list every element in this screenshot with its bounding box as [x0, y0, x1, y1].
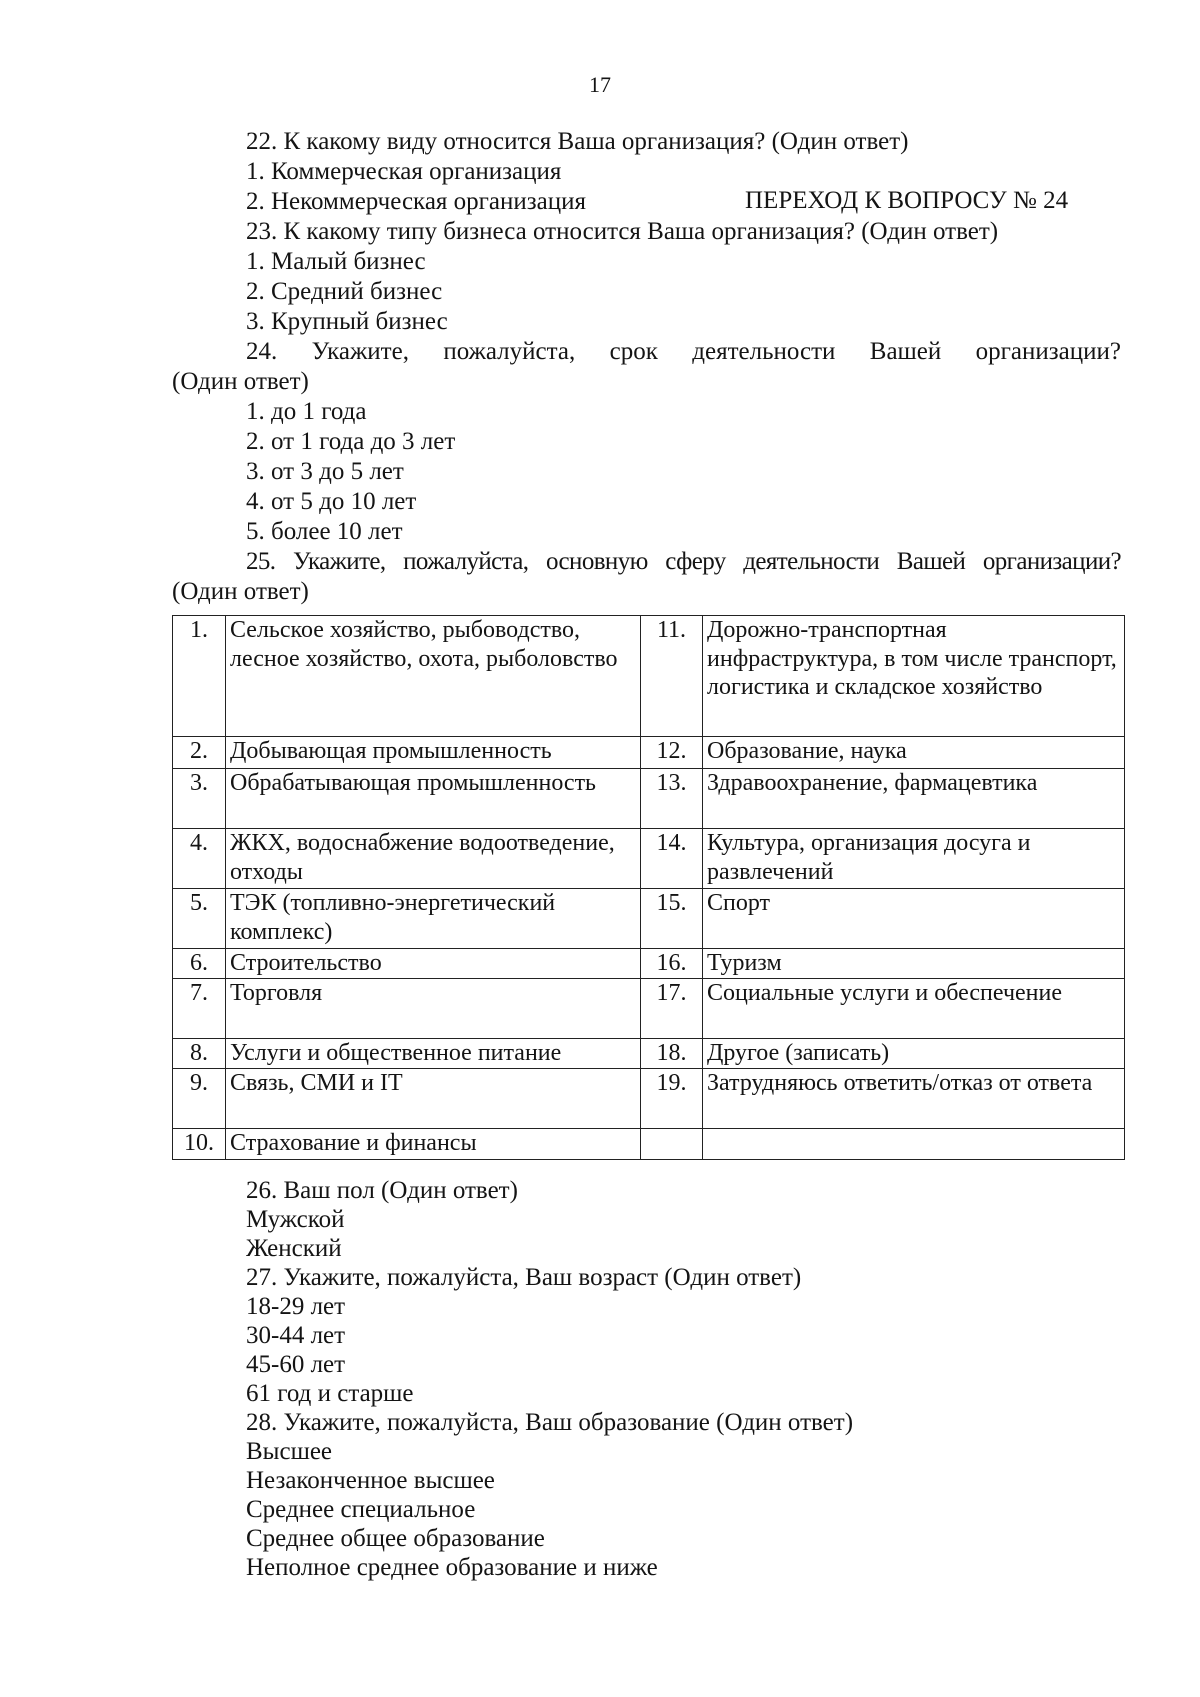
q25-question: 25. Укажите, пожалуйста, основную сферу деятельности Вашей организации? — [246, 548, 1121, 575]
sphere-number: 7. — [173, 979, 226, 1039]
sphere-number: 4. — [173, 829, 226, 889]
table-row — [173, 1069, 1125, 1129]
sphere-name: Связь, СМИ и IT — [226, 1069, 641, 1129]
sphere-name: ТЭК (топливно-энергетический комплекс) — [226, 889, 641, 949]
sphere-number: 5. — [173, 889, 226, 949]
sphere-number: 10. — [173, 1129, 226, 1160]
q24-option-3: 3. от 3 до 5 лет — [246, 458, 404, 485]
table-row — [173, 616, 1125, 737]
q27-option-2: 30-44 лет — [246, 1322, 346, 1349]
sphere-name: Затрудняюсь ответить/отказ от ответа — [703, 1069, 1125, 1129]
sphere-name: Дорожно-транспортная инфраструктура, в том числе транспорт, логистика и складское хозяйство — [703, 616, 1125, 737]
q26-question: 26. Ваш пол (Один ответ) — [246, 1177, 518, 1204]
sphere-number: 17. — [641, 979, 703, 1039]
sphere-name: Страхование и финансы — [226, 1129, 641, 1160]
sphere-number: 3. — [173, 769, 226, 829]
sphere-number — [641, 1129, 703, 1160]
sphere-name: Добывающая промышленность — [226, 737, 641, 769]
sphere-name: Строительство — [226, 949, 641, 979]
q24-question: 24. Укажите, пожалуйста, срок деятельности Вашей организации? — [246, 338, 1121, 365]
sphere-number: 14. — [641, 829, 703, 889]
sphere-name: Сельское хозяйство, рыбоводство, лесное хозяйство, охота, рыболовство — [226, 616, 641, 737]
sphere-name: Спорт — [703, 889, 1125, 949]
sphere-name: Другое (записать) — [703, 1039, 1125, 1069]
table-row — [173, 737, 1125, 769]
q26-option-2: Женский — [246, 1235, 342, 1262]
sphere-number: 18. — [641, 1039, 703, 1069]
sphere-number: 11. — [641, 616, 703, 737]
sphere-name: Социальные услуги и обеспечение — [703, 979, 1125, 1039]
sphere-number: 13. — [641, 769, 703, 829]
q27-option-1: 18-29 лет — [246, 1293, 346, 1320]
q22-option-2: 2. Некоммерческая организация — [246, 188, 587, 215]
q28-option-1: Высшее — [246, 1438, 333, 1465]
q27-question: 27. Укажите, пожалуйста, Ваш возраст (Один ответ) — [246, 1264, 802, 1291]
table-row — [173, 769, 1125, 829]
q24-option-1: 1. до 1 года — [246, 398, 367, 425]
q24-question-cont: (Один ответ) — [172, 368, 309, 395]
q27-option-4: 61 год и старше — [246, 1380, 414, 1407]
sphere-name: Обрабатывающая промышленность — [226, 769, 641, 829]
q22-option-1: 1. Коммерческая организация — [246, 158, 562, 185]
sphere-name: Услуги и общественное питание — [226, 1039, 641, 1069]
q23-option-2: 2. Средний бизнес — [246, 278, 443, 305]
table-row — [173, 949, 1125, 979]
table-row — [173, 1039, 1125, 1069]
q24-option-4: 4. от 5 до 10 лет — [246, 488, 417, 515]
table-row — [173, 829, 1125, 889]
sphere-name: Культура, организация досуга и развлечений — [703, 829, 1125, 889]
sphere-name — [703, 1129, 1125, 1160]
sphere-number: 8. — [173, 1039, 226, 1069]
sphere-name: Здравоохранение, фармацевтика — [703, 769, 1125, 829]
table-row — [173, 1129, 1125, 1160]
sphere-name: Образование, наука — [703, 737, 1125, 769]
sphere-number: 19. — [641, 1069, 703, 1129]
q25-question-cont: (Один ответ) — [172, 578, 309, 605]
sphere-number: 2. — [173, 737, 226, 769]
sphere-number: 1. — [173, 616, 226, 737]
sphere-number: 16. — [641, 949, 703, 979]
q28-option-5: Неполное среднее образование и ниже — [246, 1554, 658, 1581]
q23-question: 23. К какому типу бизнеса относится Ваша организация? (Один ответ) — [246, 218, 999, 245]
q28-option-2: Незаконченное высшее — [246, 1467, 495, 1494]
q22-question: 22. К какому виду относится Ваша организация? (Один ответ) — [246, 128, 909, 155]
q24-option-2: 2. от 1 года до 3 лет — [246, 428, 456, 455]
table-row — [173, 889, 1125, 949]
table-row — [173, 979, 1125, 1039]
q22-skip-instruction: ПЕРЕХОД К ВОПРОСУ № 24 — [745, 187, 1069, 214]
q28-option-3: Среднее специальное — [246, 1496, 476, 1523]
q28-option-4: Среднее общее образование — [246, 1525, 545, 1552]
q23-option-1: 1. Малый бизнес — [246, 248, 426, 275]
sphere-name: Туризм — [703, 949, 1125, 979]
sphere-number: 12. — [641, 737, 703, 769]
sphere-name: Торговля — [226, 979, 641, 1039]
q23-option-3: 3. Крупный бизнес — [246, 308, 448, 335]
sphere-number: 15. — [641, 889, 703, 949]
sphere-name: ЖКХ, водоснабжение водоотведение, отходы — [226, 829, 641, 889]
page-number: 17 — [589, 72, 611, 97]
activity-sphere-table — [172, 615, 1125, 1160]
sphere-number: 9. — [173, 1069, 226, 1129]
q27-option-3: 45-60 лет — [246, 1351, 346, 1378]
q26-option-1: Мужской — [246, 1206, 345, 1233]
q24-option-5: 5. более 10 лет — [246, 518, 403, 545]
q28-question: 28. Укажите, пожалуйста, Ваш образование (Один ответ) — [246, 1409, 854, 1436]
sphere-number: 6. — [173, 949, 226, 979]
